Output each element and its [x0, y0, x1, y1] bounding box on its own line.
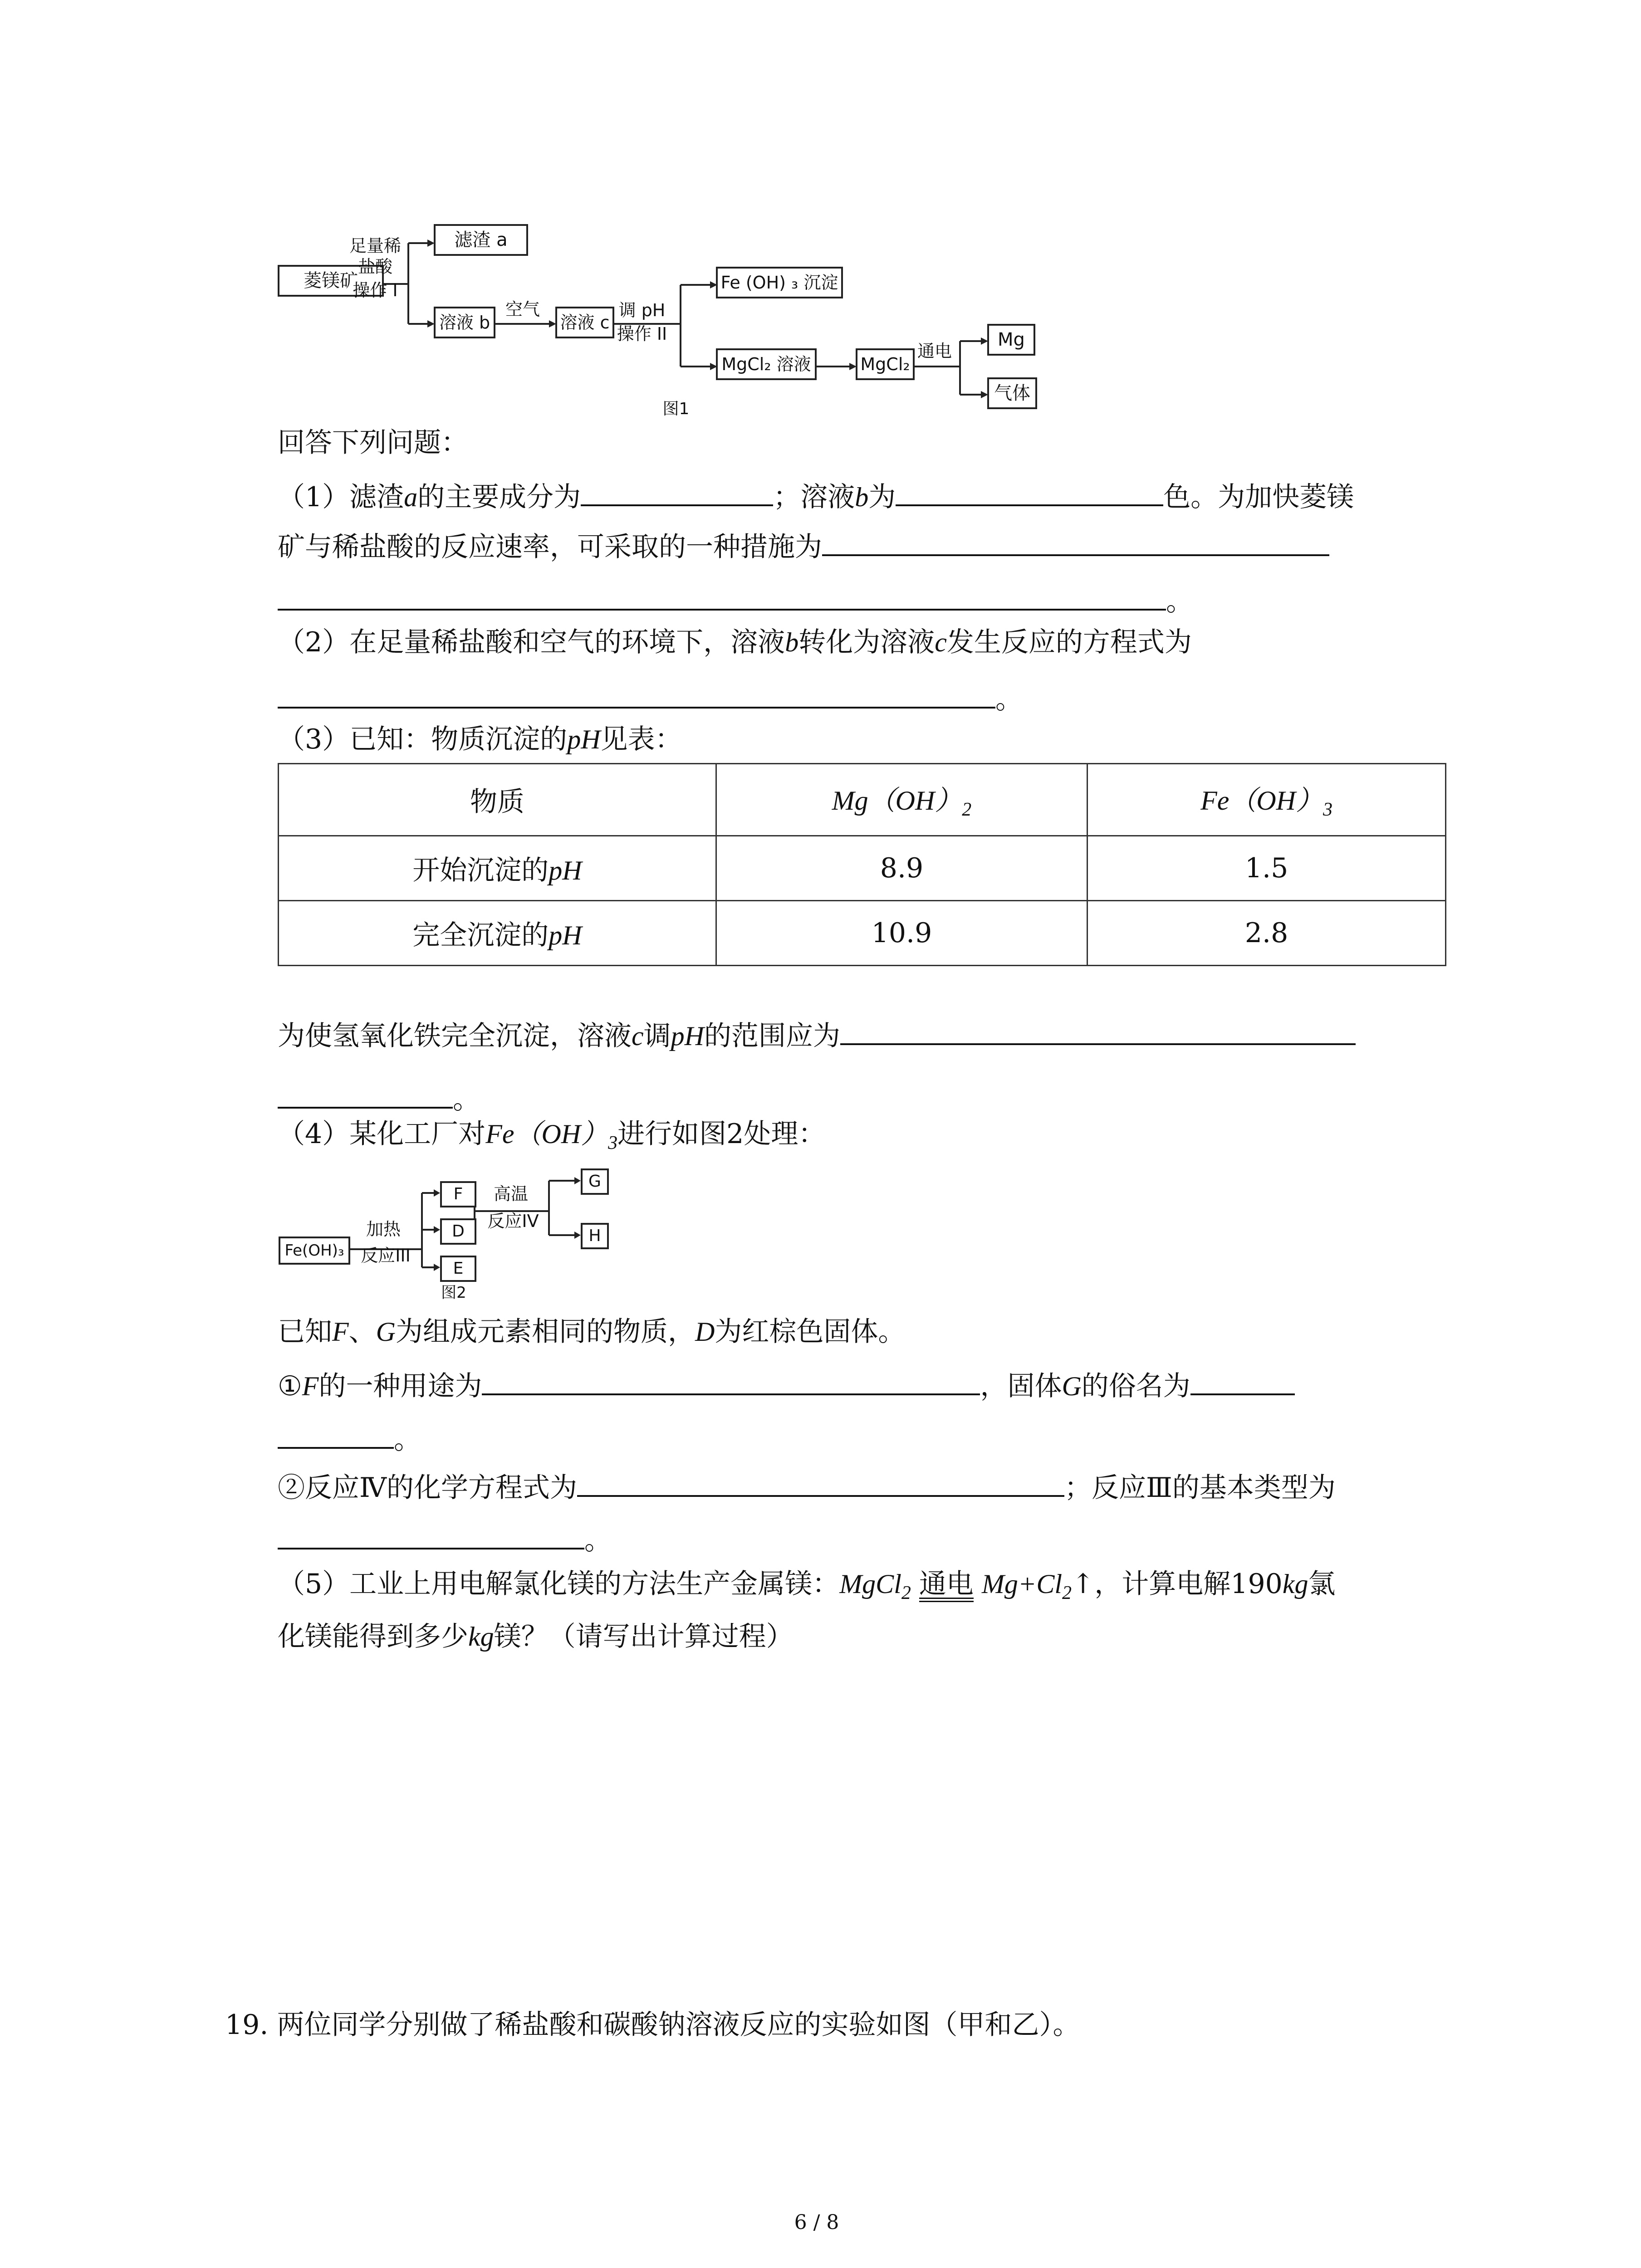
q1-text-e: 色。为加快菱镁: [1163, 481, 1354, 513]
table-row-label: [279, 901, 716, 966]
q5-line2: [278, 1618, 794, 1655]
d-box: D: [440, 1218, 476, 1245]
row2-label-text: 完全沉淀的: [412, 919, 549, 951]
q5-text-c: 化镁能得到多少: [278, 1621, 468, 1652]
q1-text-d: 为: [868, 481, 896, 513]
op2-reagent: 调 pH: [618, 300, 666, 320]
q2-end: 。: [995, 684, 1023, 715]
var-G: G: [376, 1317, 396, 1347]
q1-line1: [278, 477, 1354, 515]
q3-line1: [278, 721, 682, 758]
q4-text-a: （4）某化工厂对: [278, 1118, 486, 1150]
mgcl2-solution-box: MgCl₂ 溶液: [716, 348, 817, 380]
q4-known-a: 已知: [278, 1316, 332, 1348]
q2-line2: [278, 679, 1023, 718]
h-box: H: [581, 1223, 609, 1249]
table-cell: 1.5: [1087, 836, 1446, 901]
q1-answer-blank-1[interactable]: [581, 477, 773, 506]
q4-known-d: 为红棕色固体。: [715, 1316, 906, 1348]
q4-1-c: ，固体: [980, 1370, 1062, 1402]
q4-text-b: 进行如图2处理：: [617, 1118, 826, 1150]
q1-answer-blank-3[interactable]: [822, 527, 1329, 556]
row1-ph: pH: [549, 855, 582, 885]
var-b: b: [855, 482, 869, 512]
q4-1-answer-blank-3[interactable]: [278, 1420, 394, 1449]
heat-label: 加热: [366, 1219, 401, 1239]
table-row: [279, 764, 1446, 836]
q3-line2: [278, 1016, 1356, 1054]
op1-reagent-line1: 足量稀: [349, 236, 401, 256]
ore-box: 菱镁矿: [278, 265, 384, 297]
q4-known-c: 为组成元素相同的物质，: [396, 1316, 695, 1348]
residue-a-box: 滤渣 a: [434, 224, 528, 256]
op2-name: 操作 II: [617, 324, 667, 344]
mgoh2-label: Mg（OH）: [832, 786, 962, 816]
figure-2-connectors: [0, 1152, 635, 1315]
q1-end: 。: [1166, 586, 1193, 617]
var-b-2: b: [785, 627, 799, 657]
var-pH-2: pH: [671, 1021, 704, 1051]
q4-feoh: Fe（OH）: [485, 1119, 608, 1149]
q4-1-end: 。: [394, 1424, 421, 1456]
q4-2-end: 。: [584, 1525, 612, 1556]
q3-text-b: 见表：: [600, 723, 682, 755]
var-a: a: [404, 482, 418, 512]
feoh3-label: Fe（OH）: [1200, 786, 1323, 816]
q4-2-line2: [278, 1520, 612, 1559]
q1-text-a: （1）滤渣: [278, 481, 404, 513]
var-c: c: [935, 627, 947, 657]
table-row-label: [279, 836, 716, 901]
gas-box: 气体: [987, 377, 1037, 409]
ph-table: [278, 763, 1446, 966]
q1-answer-blank-4[interactable]: [278, 582, 1166, 611]
figure-1-caption: 图1: [662, 400, 690, 418]
figure-2: [0, 1152, 635, 1315]
q4-feoh-sub: 3: [608, 1133, 618, 1154]
q1-line2: [278, 527, 1329, 565]
q4-known: [278, 1314, 905, 1350]
e-box: E: [440, 1256, 476, 1282]
var-kg-2: kg: [468, 1622, 494, 1652]
q4-2-b: ；反应Ⅲ的基本类型为: [1064, 1472, 1336, 1504]
q4-1-d: 的俗名为: [1081, 1370, 1190, 1402]
op1-name: 操作 I: [353, 280, 398, 300]
f-box: F: [440, 1181, 476, 1207]
op1-reagent-line2: 盐酸: [358, 257, 392, 277]
question-19: 19. 两位同学分别做了稀盐酸和碳酸钠溶液反应的实验如图（甲和乙）。: [225, 2009, 1080, 2041]
q3b-text-c: 的范围应为: [704, 1020, 840, 1052]
var-D: D: [695, 1317, 715, 1347]
var-pH: pH: [567, 724, 601, 754]
q5-text-b: 氯: [1308, 1568, 1336, 1600]
q5-condition: 通电: [919, 1570, 974, 1602]
q4-1-a: ①: [278, 1370, 302, 1402]
q5-line1: [278, 1566, 1335, 1611]
feoh3-sub: 3: [1323, 799, 1333, 820]
q4-2-line1: [278, 1468, 1336, 1506]
q4-1-line1: [278, 1366, 1295, 1404]
var-kg: kg: [1282, 1569, 1308, 1599]
q3b-text-a: 为使氢氧化铁完全沉淀，溶液: [278, 1020, 632, 1052]
q3-answer-blank-2[interactable]: [278, 1080, 453, 1109]
table-cell: 8.9: [716, 836, 1087, 901]
table-row: [279, 836, 1446, 901]
mg-box: Mg: [987, 324, 1035, 356]
table-header-cell: 物质: [279, 764, 716, 836]
q4-1-answer-blank-1[interactable]: [482, 1366, 980, 1395]
q4-1-b: 的一种用途为: [318, 1370, 482, 1402]
solution-c-box: 溶液 c: [555, 307, 614, 338]
figure-1-connectors: [0, 0, 1641, 435]
q1-text-b: 的主要成分为: [417, 481, 581, 513]
air-label: 空气: [505, 299, 540, 319]
q1-text-f: 矿与稀盐酸的反应速率，可采取的一种措施为: [278, 531, 822, 563]
q3b-end: 。: [453, 1084, 480, 1115]
electrify-label: 通电: [917, 341, 952, 361]
var-F-2: F: [302, 1371, 319, 1401]
feoh3-start-box: Fe(OH)₃: [279, 1237, 350, 1265]
reaction-3-label: 反应III: [361, 1246, 411, 1266]
q4-2-answer-blank-1[interactable]: [577, 1468, 1064, 1497]
q1-line3: [278, 582, 1193, 620]
q5-text-d: 镁？（请写出计算过程）: [494, 1621, 794, 1652]
q5-sub-2: 2: [1062, 1583, 1072, 1603]
q3-text-a: （3）已知：物质沉淀的: [278, 723, 568, 755]
var-c-2: c: [632, 1021, 644, 1051]
q3-answer-blank-1[interactable]: [840, 1016, 1356, 1045]
solution-b-box: 溶液 b: [434, 307, 495, 338]
q4-1-line2: [278, 1420, 421, 1458]
q2-text-c: 发生反应的方程式为: [946, 626, 1192, 658]
intro-text: 回答下列问题：: [278, 427, 468, 459]
q5-text-a: （5）工业上用电解氯化镁的方法生产金属镁：: [278, 1568, 840, 1600]
q1-answer-blank-2[interactable]: [896, 477, 1163, 506]
table-cell: 2.8: [1087, 901, 1446, 966]
q2-line1: [278, 624, 1192, 660]
var-G-2: G: [1062, 1371, 1082, 1401]
page-number: 6 / 8: [794, 2211, 839, 2234]
table-cell: 10.9: [716, 901, 1087, 966]
q5-mgcl: MgCl: [839, 1569, 901, 1599]
mgcl2-box: MgCl₂: [856, 348, 915, 380]
q1-text-c: ；溶液: [773, 481, 855, 513]
q2-text-a: （2）在足量稀盐酸和空气的环境下，溶液: [278, 626, 785, 658]
mgoh2-sub: 2: [962, 799, 972, 820]
feoh3-precipitate-box: Fe (OH) ₃ 沉淀: [716, 267, 843, 298]
q5-product: Mg+Cl: [981, 1569, 1063, 1599]
q4-known-b: 、: [348, 1316, 376, 1348]
q2-answer-blank[interactable]: [278, 679, 995, 709]
table-header-cell: [1087, 764, 1446, 836]
g-box: G: [581, 1168, 609, 1195]
figure-2-caption: 图2: [441, 1284, 466, 1302]
high-temp-label: 高温: [493, 1184, 528, 1204]
q5-sub-1: 2: [901, 1583, 911, 1603]
q3-line3: [278, 1080, 480, 1118]
q3b-text-b: 调: [643, 1020, 671, 1052]
table-row: [279, 901, 1446, 966]
q5-arrow: ↑，计算电解190: [1072, 1568, 1283, 1600]
row2-ph: pH: [549, 920, 582, 950]
table-header-cell: [716, 764, 1087, 836]
var-F: F: [332, 1317, 349, 1347]
q4-1-answer-blank-2[interactable]: [1190, 1366, 1295, 1395]
reaction-4-label: 反应IV: [487, 1211, 539, 1231]
row1-label-text: 开始沉淀的: [412, 855, 549, 886]
q4-2-answer-blank-2[interactable]: [278, 1520, 584, 1549]
q4-2-a: ②反应Ⅳ的化学方程式为: [278, 1472, 577, 1504]
figure-1: [0, 0, 1641, 435]
q2-text-b: 转化为溶液: [798, 626, 935, 658]
